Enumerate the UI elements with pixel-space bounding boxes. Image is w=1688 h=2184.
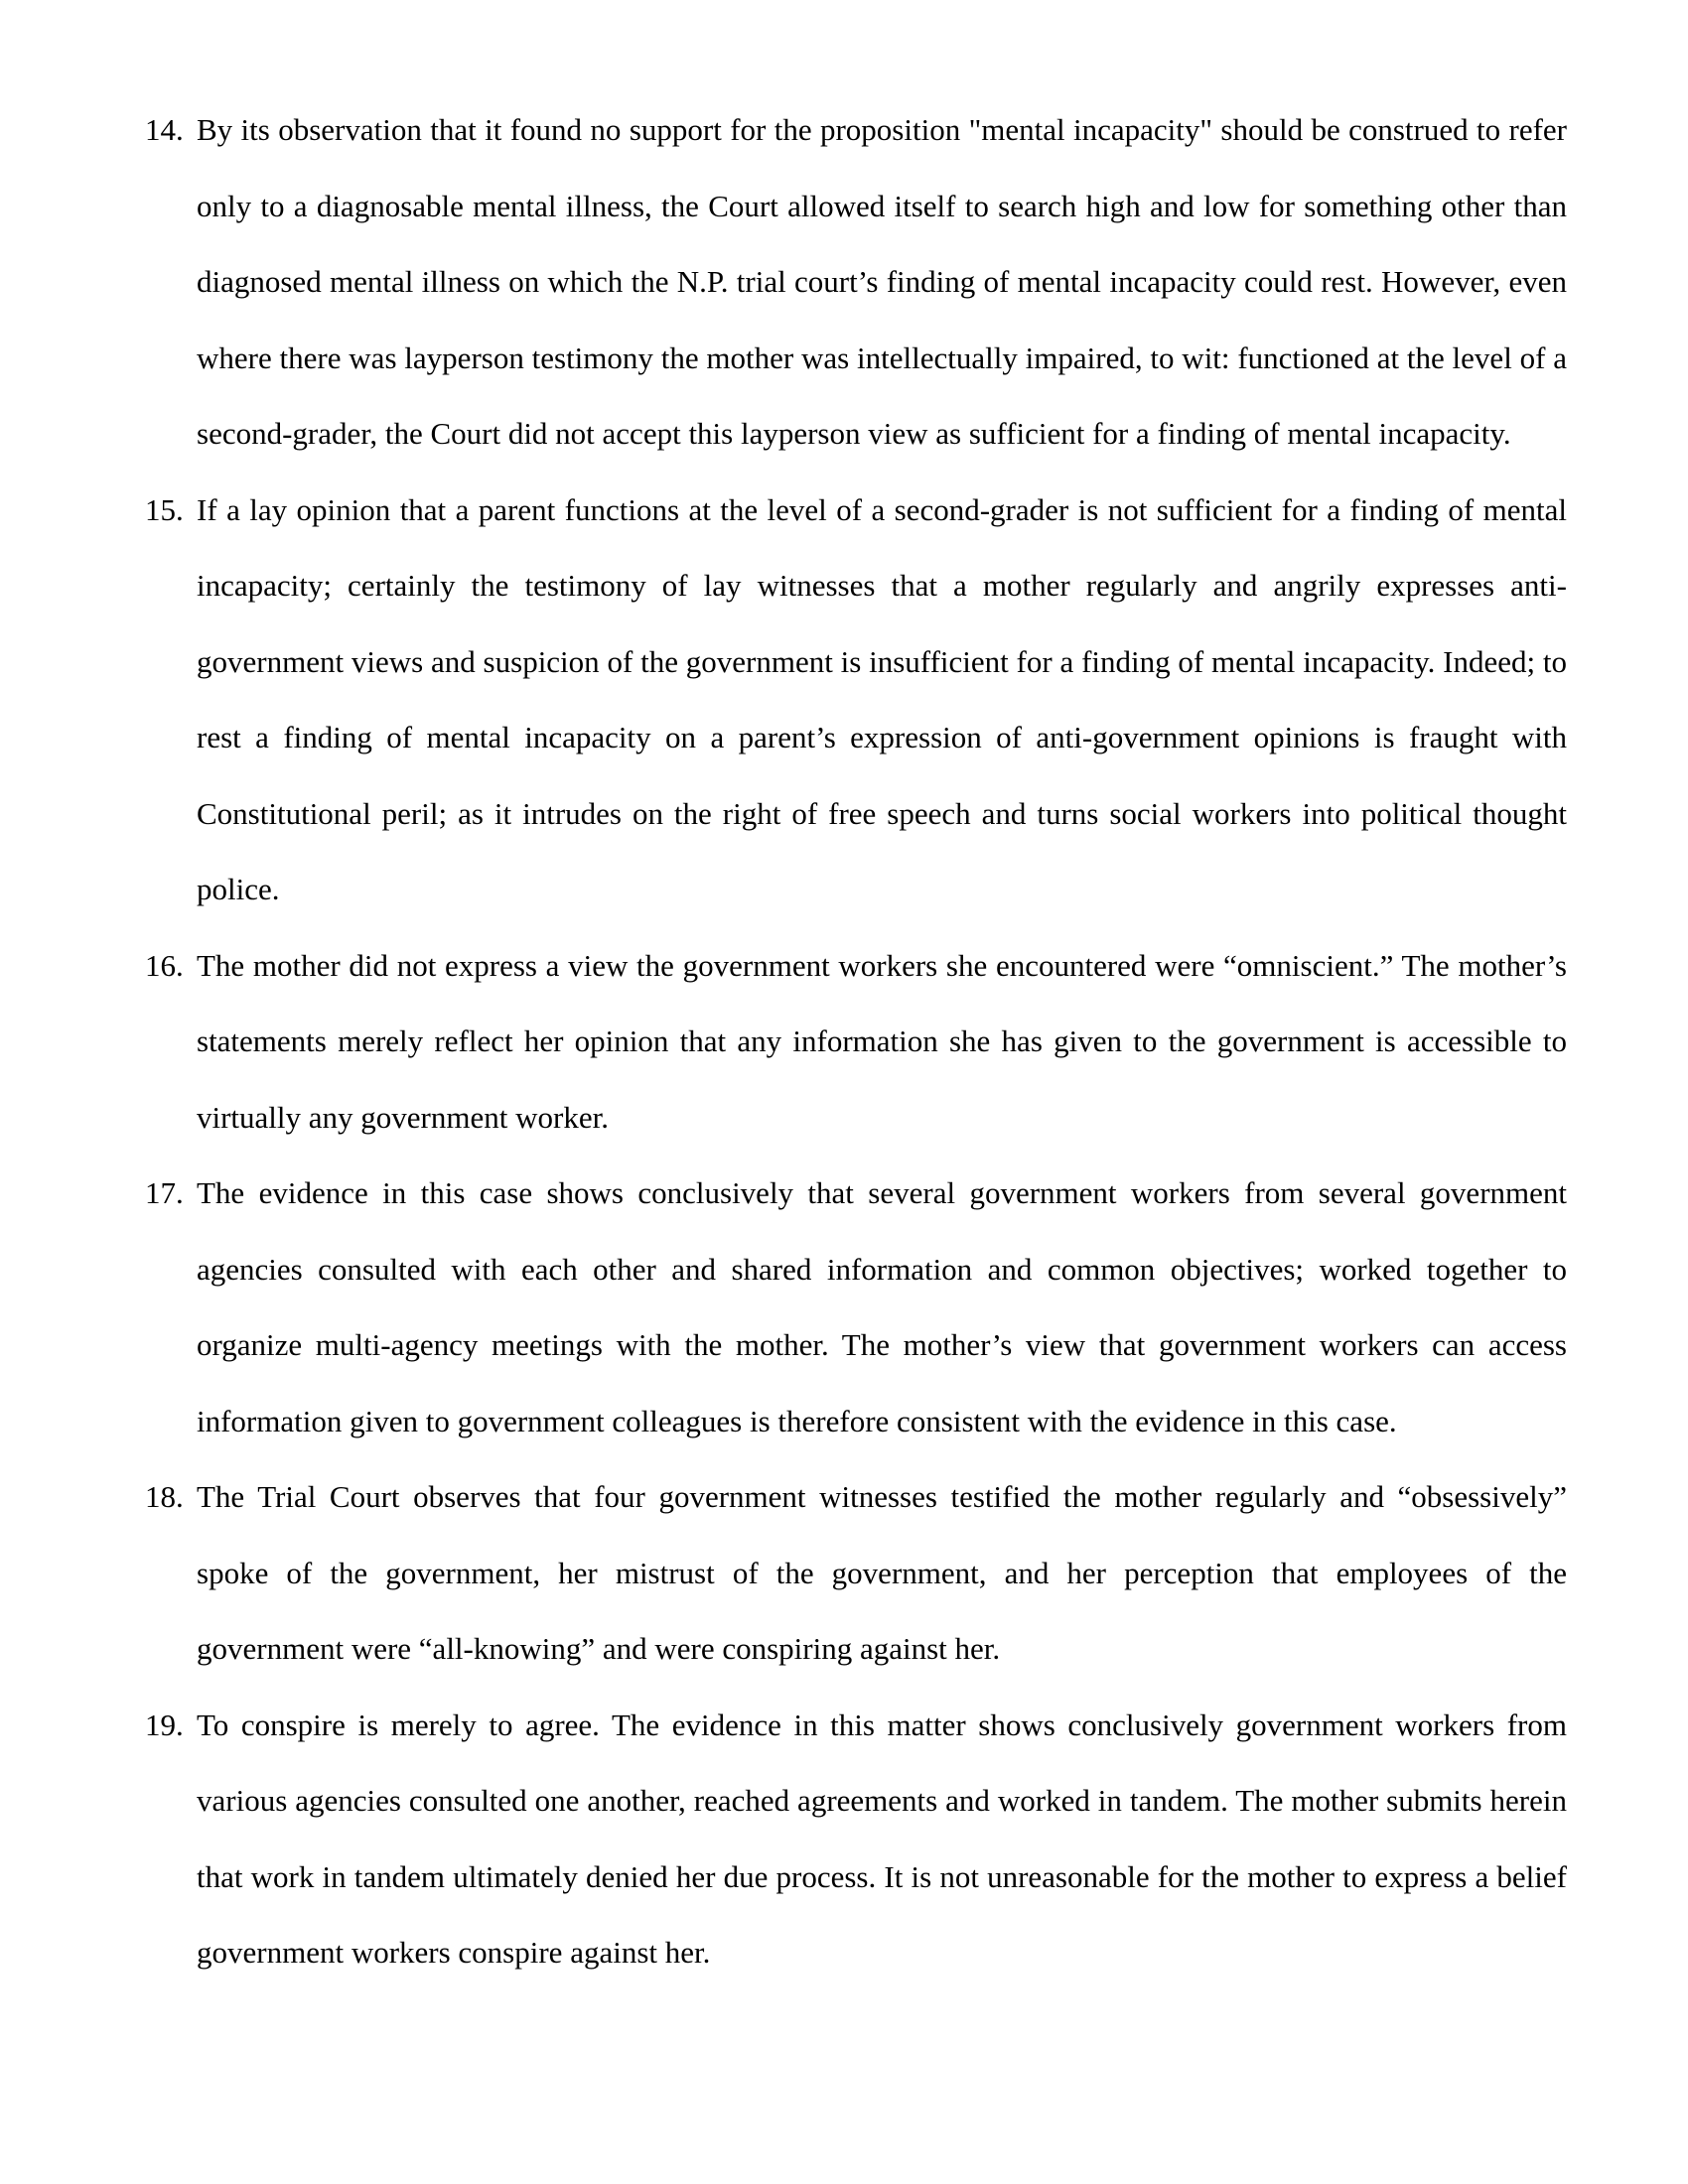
paragraph-14 [145, 92, 1567, 473]
paragraph-number: 14. [145, 112, 184, 147]
paragraph-number: 18. [145, 1479, 184, 1514]
paragraph-17 [145, 1156, 1567, 1459]
paragraph-number: 17. [145, 1175, 184, 1210]
paragraph-15 [145, 473, 1567, 928]
paragraph-text: To conspire is merely to agree. The evidence in this matter shows conclusively government workers from various agencies consulted one another, reached agreements and worked in tandem. The mother submits herein that work in tandem ultimately denied her due process. It is not unreasonable for the mother to express a belief government workers conspire against her. [197, 1706, 1567, 1970]
paragraph-text: By its observation that it found no support for the proposition "mental incapacity" should be construed to refer only to a diagnosable mental illness, the Court allowed itself to search high and low for something other than diagnosed mental illness on which the N.P. trial court’s finding of mental incapacity could rest. However, even where there was layperson testimony the mother was intellectually impaired, to wit: functioned at the level of a second-grader, the Court did not accept this layperson view as sufficient for a finding of mental incapacity. [197, 112, 1567, 451]
paragraph-number: 15. [145, 491, 184, 527]
paragraph-number: 19. [145, 1706, 184, 1742]
paragraph-18 [145, 1459, 1567, 1688]
paragraph-19 [145, 1688, 1567, 1991]
numbered-paragraph-list [145, 92, 1567, 1991]
paragraph-16 [145, 928, 1567, 1157]
paragraph-text: If a lay opinion that a parent functions at the level of a second-grader is not sufficient for a finding of mental incapacity; certainly the testimony of lay witnesses that a mother regularly and angrily expresses anti-government views and suspicion of the government is insufficient for a finding of mental incapacity. Indeed; to rest a finding of mental incapacity on a parent’s expression of anti-government opinions is fraught with Constitutional peril; as it intrudes on the right of free speech and turns social workers into political thought police. [197, 491, 1567, 906]
paragraph-text: The evidence in this case shows conclusively that several government workers from several government agencies consulted with each other and shared information and common objectives; worked together to organize multi-agency meetings with the mother. The mother’s view that government workers can access information given to government colleagues is therefore consistent with the evidence in this case. [197, 1175, 1567, 1438]
paragraph-text: The Trial Court observes that four government witnesses testified the mother regularly and “obsessively” spoke of the government, her mistrust of the government, and her perception that employees of the government were “all-knowing” and were conspiring against her. [197, 1479, 1567, 1666]
paragraph-number: 16. [145, 947, 184, 983]
paragraph-text: The mother did not express a view the government workers she encountered were “omniscient.” The mother’s statements merely reflect her opinion that any information she has given to the government is accessible to virtually any government worker. [197, 947, 1567, 1135]
